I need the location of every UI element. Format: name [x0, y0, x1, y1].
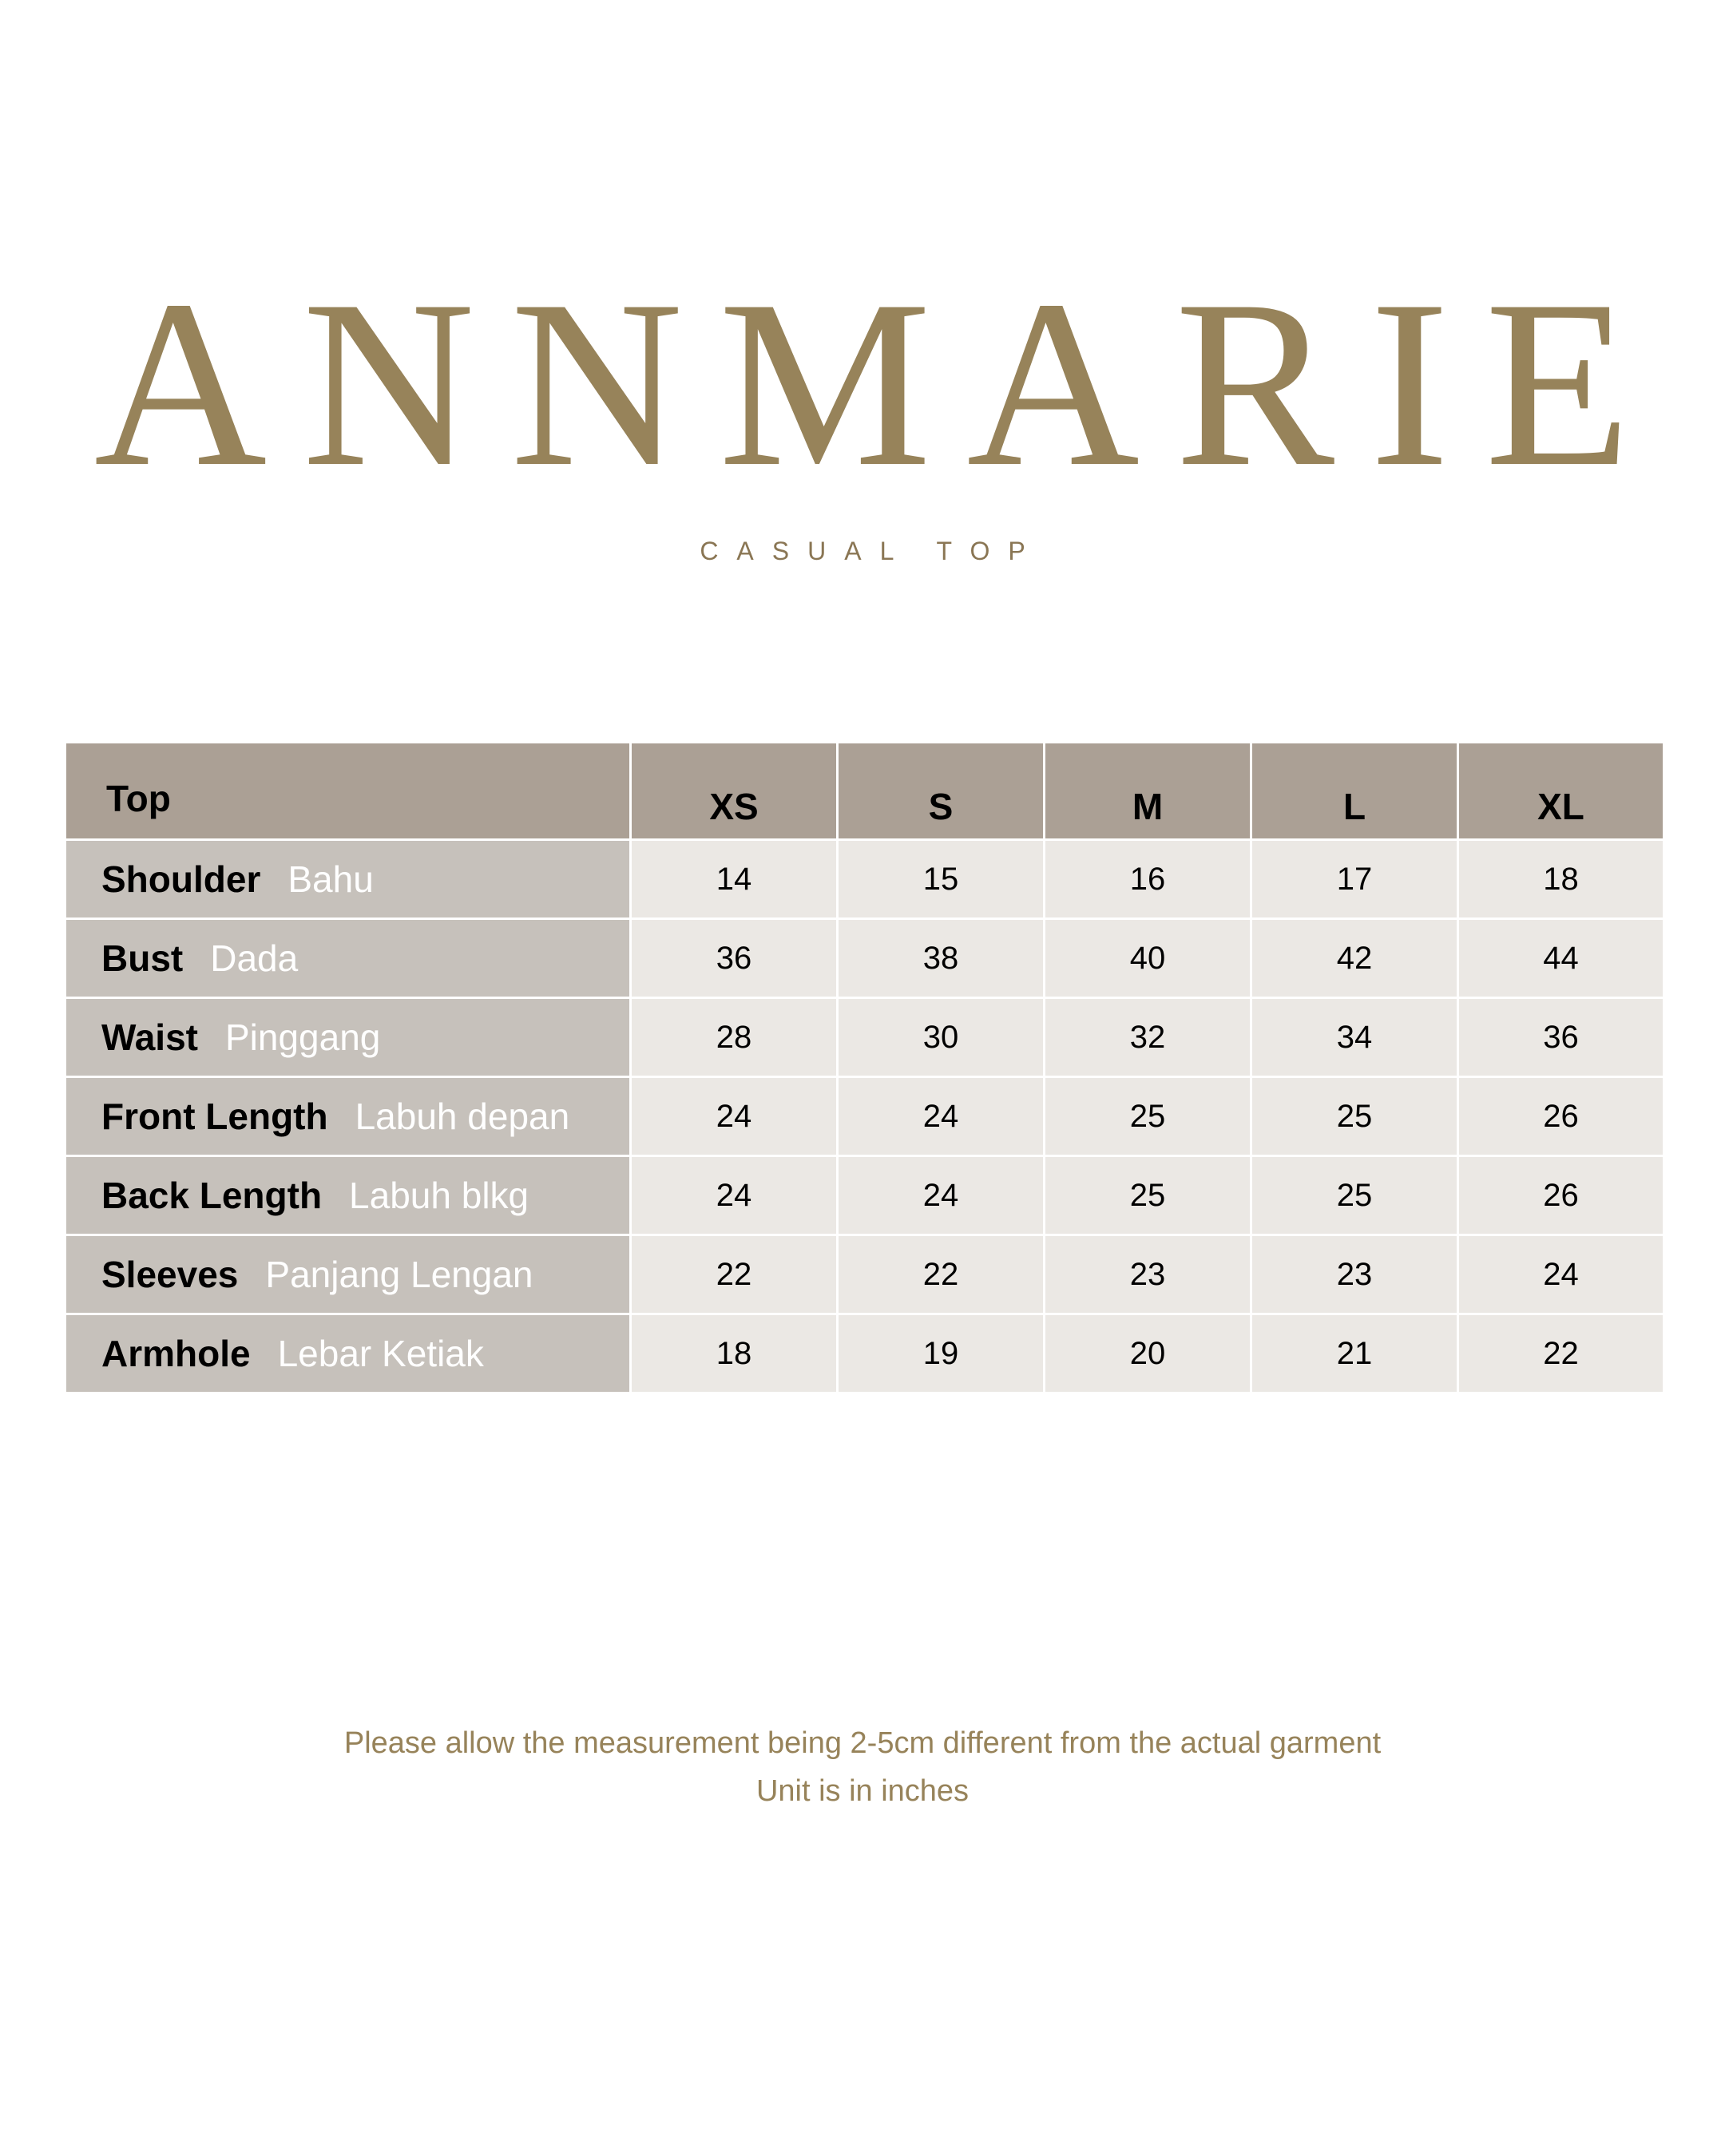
- product-subtitle: CASUAL TOP: [700, 537, 1044, 565]
- value-cell: 26: [1458, 1077, 1664, 1156]
- value-cell: 24: [838, 1156, 1045, 1235]
- value-cell: 25: [1045, 1077, 1251, 1156]
- header-size-xl: XL: [1458, 743, 1664, 840]
- table-row-shoulder: [65, 840, 1664, 919]
- value-cell: 25: [1251, 1077, 1458, 1156]
- value-cell: 26: [1458, 1156, 1664, 1235]
- header-size-m: M: [1045, 743, 1251, 840]
- row-label-cell: [65, 840, 631, 919]
- value-cell: 24: [838, 1077, 1045, 1156]
- value-cell: 23: [1045, 1235, 1251, 1314]
- header-size-s: S: [838, 743, 1045, 840]
- value-cell: 32: [1045, 998, 1251, 1077]
- value-cell: 18: [631, 1314, 838, 1393]
- table-row-waist: [65, 998, 1664, 1077]
- row-label-ms: Lebar Ketiak: [277, 1333, 484, 1374]
- row-label-cell: [65, 1156, 631, 1235]
- value-cell: 17: [1251, 840, 1458, 919]
- row-label-ms: Pinggang: [224, 1017, 381, 1058]
- value-cell: 19: [838, 1314, 1045, 1393]
- value-cell: 20: [1045, 1314, 1251, 1393]
- row-label-cell: [65, 1235, 631, 1314]
- row-label-ms: Dada: [210, 937, 299, 979]
- size-chart-table: [64, 741, 1665, 1394]
- table-row-armhole: [65, 1314, 1664, 1393]
- row-label-en: Armhole: [101, 1333, 251, 1374]
- brand-logo: ANNMARIE: [93, 251, 1667, 516]
- row-label-cell: [65, 919, 631, 998]
- value-cell: 23: [1251, 1235, 1458, 1314]
- value-cell: 28: [631, 998, 838, 1077]
- row-label-en: Front Length: [101, 1096, 328, 1137]
- value-cell: 44: [1458, 919, 1664, 998]
- row-label-cell: [65, 998, 631, 1077]
- row-label-cell: [65, 1314, 631, 1393]
- value-cell: 25: [1251, 1156, 1458, 1235]
- unit-note: Unit is in inches: [755, 1774, 970, 1808]
- table-header-row: [65, 743, 1664, 840]
- table-row-front-length: [65, 1077, 1664, 1156]
- value-cell: 16: [1045, 840, 1251, 919]
- value-cell: 21: [1251, 1314, 1458, 1393]
- value-cell: 30: [838, 998, 1045, 1077]
- value-cell: 40: [1045, 919, 1251, 998]
- value-cell: 22: [838, 1235, 1045, 1314]
- row-label-ms: Labuh blkg: [349, 1175, 529, 1216]
- row-label-ms: Panjang Lengan: [265, 1254, 533, 1295]
- value-cell: 25: [1045, 1156, 1251, 1235]
- row-label-en: Waist: [101, 1017, 198, 1058]
- value-cell: 22: [631, 1235, 838, 1314]
- value-cell: 36: [631, 919, 838, 998]
- value-cell: 24: [1458, 1235, 1664, 1314]
- row-label-en: Back Length: [101, 1175, 323, 1216]
- value-cell: 38: [838, 919, 1045, 998]
- value-cell: 36: [1458, 998, 1664, 1077]
- table-row-back-length: [65, 1156, 1664, 1235]
- header-corner-label: Top: [65, 743, 631, 840]
- table-row-bust: [65, 919, 1664, 998]
- row-label-cell: [65, 1077, 631, 1156]
- table-row-sleeves: [65, 1235, 1664, 1314]
- header-size-xs: XS: [631, 743, 838, 840]
- measurement-disclaimer: Please allow the measurement being 2-5cm different from the actual garment: [343, 1726, 1382, 1760]
- value-cell: 22: [1458, 1314, 1664, 1393]
- value-cell: 42: [1251, 919, 1458, 998]
- row-label-en: Shoulder: [101, 858, 261, 900]
- row-label-ms: Bahu: [288, 858, 374, 900]
- value-cell: 18: [1458, 840, 1664, 919]
- row-label-en: Sleeves: [101, 1254, 239, 1295]
- value-cell: 24: [631, 1156, 838, 1235]
- value-cell: 34: [1251, 998, 1458, 1077]
- value-cell: 15: [838, 840, 1045, 919]
- row-label-ms: Labuh depan: [355, 1096, 570, 1137]
- header-size-l: L: [1251, 743, 1458, 840]
- row-label-en: Bust: [101, 937, 184, 979]
- value-cell: 24: [631, 1077, 838, 1156]
- value-cell: 14: [631, 840, 838, 919]
